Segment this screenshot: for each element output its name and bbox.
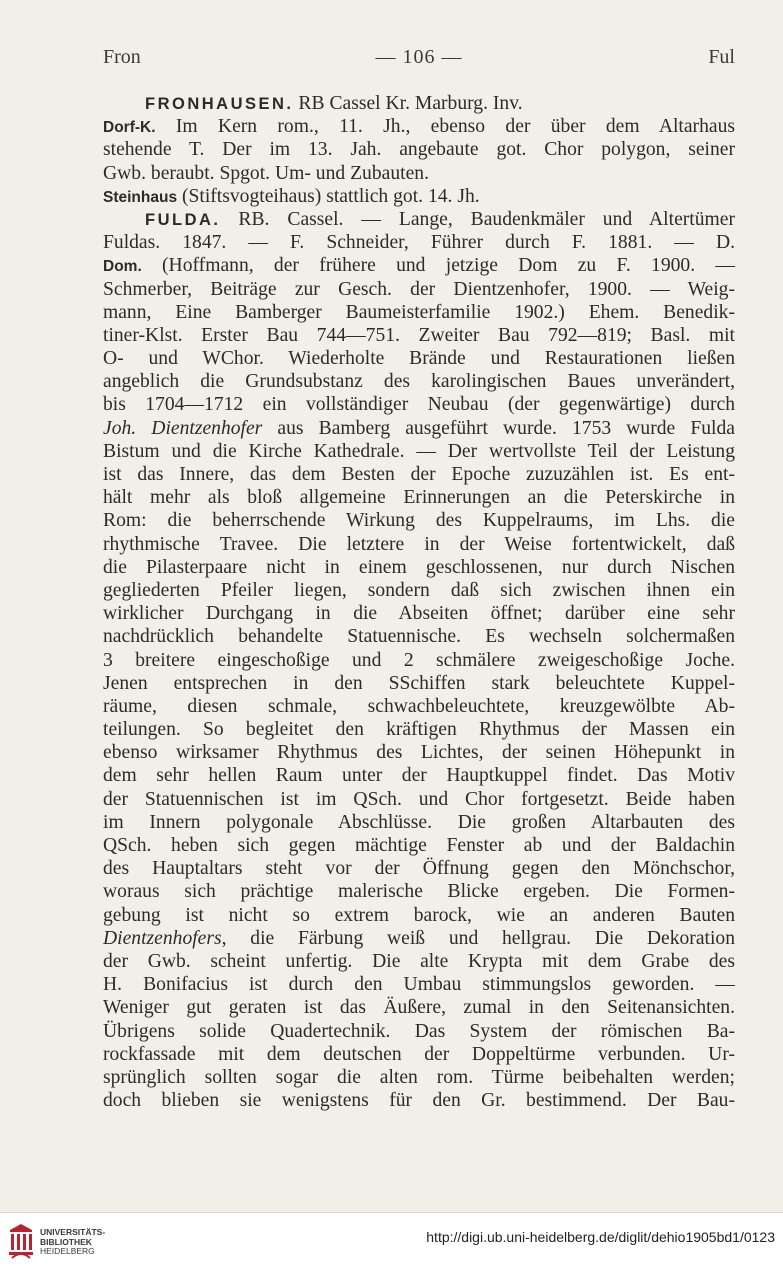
library-logo-text[interactable]: [40, 1228, 105, 1257]
text-run: Gwb. beraubt. Spgot. Um- und Zubauten.: [103, 162, 429, 184]
text-run: rockfassade mit dem deutschen der Doppeltürme verbunden. Ur-: [103, 1043, 735, 1065]
body-text: [103, 92, 735, 1112]
text-run: sprünglich sollten sogar die alten rom. Türme beibehalten werden;: [103, 1066, 735, 1088]
header-left-catchword: Fron: [103, 46, 141, 68]
permalink-url[interactable]: http://digi.ub.uni-heidelberg.de/diglit/dehio1905bd1/0123: [426, 1229, 775, 1245]
text-run: angeblich die Grundsubstanz des karolingischen Baues unverändert,: [103, 371, 735, 393]
text-line: [103, 996, 735, 1019]
text-line: [103, 417, 735, 440]
text-run: ebenso wirksamer Rhythmus des Lichtes, der seinen Höhepunkt in: [103, 742, 735, 764]
text-line: [103, 672, 735, 695]
text-line: [103, 347, 735, 370]
text-line: [103, 602, 735, 625]
text-line: [103, 579, 735, 602]
text-run: gebung ist nicht so extrem barock, wie an anderen Bauten: [103, 904, 735, 926]
text-line: [103, 231, 735, 254]
page-number: — 106 —: [375, 46, 463, 68]
text-run: Schmerber, Beiträge zur Gesch. der Dientzenhofer, 1900. — Weig-: [103, 278, 735, 300]
text-run: Bistum und die Kirche Kathedrale. — Der wertvollste Teil der Leistung: [103, 440, 735, 462]
text-run: 3 breitere eingeschoßige und 2 schmälere zweigeschoßige Joche.: [103, 649, 735, 671]
text-run: nachdrücklich behandelte Statuennische. Es wechseln solchermaßen: [103, 626, 735, 648]
text-run: O- und WChor. Wiederholte Brände und Restaurationen ließen: [103, 348, 735, 370]
text-line: [103, 115, 735, 138]
text-run: im Innern polygonale Abschlüsse. Die großen Altarbauten des: [103, 811, 735, 833]
text-run: stehende T. Der im 13. Jah. angebaute got. Chor polygon, seiner: [103, 139, 735, 161]
text-line: [103, 509, 735, 532]
entry-heading: Dorf-K.: [103, 119, 156, 137]
text-line: [103, 370, 735, 393]
text-run: gegliederten Pfeiler liegen, sondern daß sich zwischen ihnen ein: [103, 579, 735, 601]
italic-name: Dientzenhofers: [103, 927, 222, 949]
text-line: [103, 208, 735, 231]
text-run: QSch. heben sich gegen mächtige Fenster ab und der Baldachin: [103, 835, 735, 856]
text-run: Jenen entsprechen in den SSchiffen stark beleuchtete Kuppel-: [103, 672, 735, 694]
text-run: RB Cassel Kr. Marburg. Inv.: [293, 93, 523, 114]
logo-line-1: UNIVERSITÄTS-: [40, 1227, 106, 1237]
text-run: Weniger gut geraten ist das Äußere, zumal in den Seitenansichten.: [103, 997, 735, 1019]
text-line: [103, 695, 735, 718]
text-line: [103, 254, 735, 277]
text-line: [103, 440, 735, 463]
text-run: die Pilasterpaare nicht in einem geschlossenen, nur durch Nischen: [103, 556, 735, 578]
text-line: [103, 904, 735, 927]
place-heading: FRONHAUSEN.: [145, 95, 294, 113]
text-run: bis 1704—1712 ein vollständiger Neubau (der gegenwärtige) durch: [103, 394, 735, 416]
text-run: des Hauptaltars steht vor der Öffnung gegen den Mönchschor,: [103, 858, 735, 880]
footer-bar: [0, 1212, 783, 1271]
text-line: [103, 1066, 735, 1089]
text-line: [103, 324, 735, 347]
text-line: [103, 463, 735, 486]
text-line: [103, 556, 735, 579]
text-run: rhythmische Travee. Die letztere in der Weise fortentwickelt, daß: [103, 533, 735, 555]
text-line: [103, 278, 735, 301]
text-line: [103, 1089, 735, 1112]
text-run: H. Bonifacius ist durch den Umbau stimmungslos geworden. —: [103, 974, 735, 996]
text-line: [103, 92, 735, 115]
text-run: der Gwb. scheint unfertig. Die alte Krypta mit dem Grabe des: [103, 950, 735, 972]
running-header: [103, 46, 735, 76]
text-run: teilungen. So begleitet den kräftigen Rhythmus der Massen ein: [103, 719, 735, 741]
text-line: [103, 649, 735, 672]
text-run: RB. Cassel. — Lange, Baudenkmäler und Altertümer: [220, 208, 735, 230]
text-line: [103, 880, 735, 903]
text-line: [103, 1020, 735, 1043]
text-line: [103, 393, 735, 416]
text-line: [103, 138, 735, 161]
text-line: [103, 1043, 735, 1066]
header-right-catchword: Ful: [708, 46, 735, 68]
logo-line-2: BIBLIOTHEK: [40, 1236, 92, 1247]
entry-heading: Dom.: [103, 258, 142, 276]
text-run: dem sehr hellen Raum unter der Hauptkuppel findet. Das Motiv: [103, 765, 735, 787]
text-run: aus Bamberg ausgeführt wurde. 1753 wurde Fulda: [262, 417, 735, 439]
text-line: [103, 764, 735, 787]
text-line: [103, 625, 735, 648]
text-line: [103, 857, 735, 880]
text-line: [103, 741, 735, 764]
place-heading: FULDA.: [145, 210, 221, 229]
text-run: Fuldas. 1847. — F. Schneider, Führer durch F. 1881. — D.: [103, 232, 735, 254]
text-run: hält mehr als bloß allgemeine Erinnerungen an die Peterskirche in: [103, 487, 735, 509]
entry-heading: Steinhaus: [103, 188, 178, 206]
text-run: Übrigens solide Quadertechnik. Das System der römischen Ba-: [103, 1020, 735, 1042]
text-run: ist das Innere, das dem Besten der Epoche zuzuzählen ist. Es ent-: [103, 464, 735, 485]
text-line: [103, 788, 735, 811]
text-run: doch blieben sie wenigstens für den Gr. bestimmend. Der Bau-: [103, 1090, 735, 1112]
text-line: [103, 185, 735, 208]
text-run: (Stiftsvogteihaus) stattlich got. 14. Jh.: [177, 185, 480, 207]
text-run: der Statuennischen ist im QSch. und Chor fortgesetzt. Beide haben: [103, 788, 735, 810]
text-run: woraus sich prächtige malerische Blicke ergeben. Die Formen-: [103, 881, 735, 903]
text-run: Im Kern rom., 11. Jh., ebenso der über dem Altarhaus: [155, 116, 735, 138]
text-run: mann, Eine Bamberger Baumeisterfamilie 1902.) Ehem. Benedik-: [103, 301, 735, 323]
text-run: Rom: die beherrschende Wirkung des Kuppelraums, im Lhs. die: [103, 510, 735, 532]
text-run: räume, diesen schmale, schwachbeleuchtete, kreuzgewölbte Ab-: [103, 695, 735, 717]
text-run: , die Färbung weiß und hellgrau. Die Dekoration: [221, 927, 735, 949]
text-line: [103, 927, 735, 950]
text-line: [103, 973, 735, 996]
text-line: [103, 301, 735, 324]
text-line: [103, 162, 735, 185]
text-line: [103, 950, 735, 973]
text-line: [103, 718, 735, 741]
text-run: wirklicher Durchgang in die Abseiten öffnet; darüber eine sehr: [103, 603, 735, 625]
text-line: [103, 533, 735, 556]
text-run: tiner-Klst. Erster Bau 744—751. Zweiter Bau 792—819; Basl. mit: [103, 324, 735, 346]
text-run: (Hoffmann, der frühere und jetzige Dom zu F. 1900. —: [141, 255, 735, 277]
logo-line-3: HEIDELBERG: [40, 1246, 95, 1256]
text-line: [103, 486, 735, 509]
text-line: [103, 834, 735, 857]
italic-name: Joh. Dientzenhofer: [103, 417, 263, 439]
text-line: [103, 811, 735, 834]
library-logo-icon[interactable]: [6, 1224, 36, 1260]
